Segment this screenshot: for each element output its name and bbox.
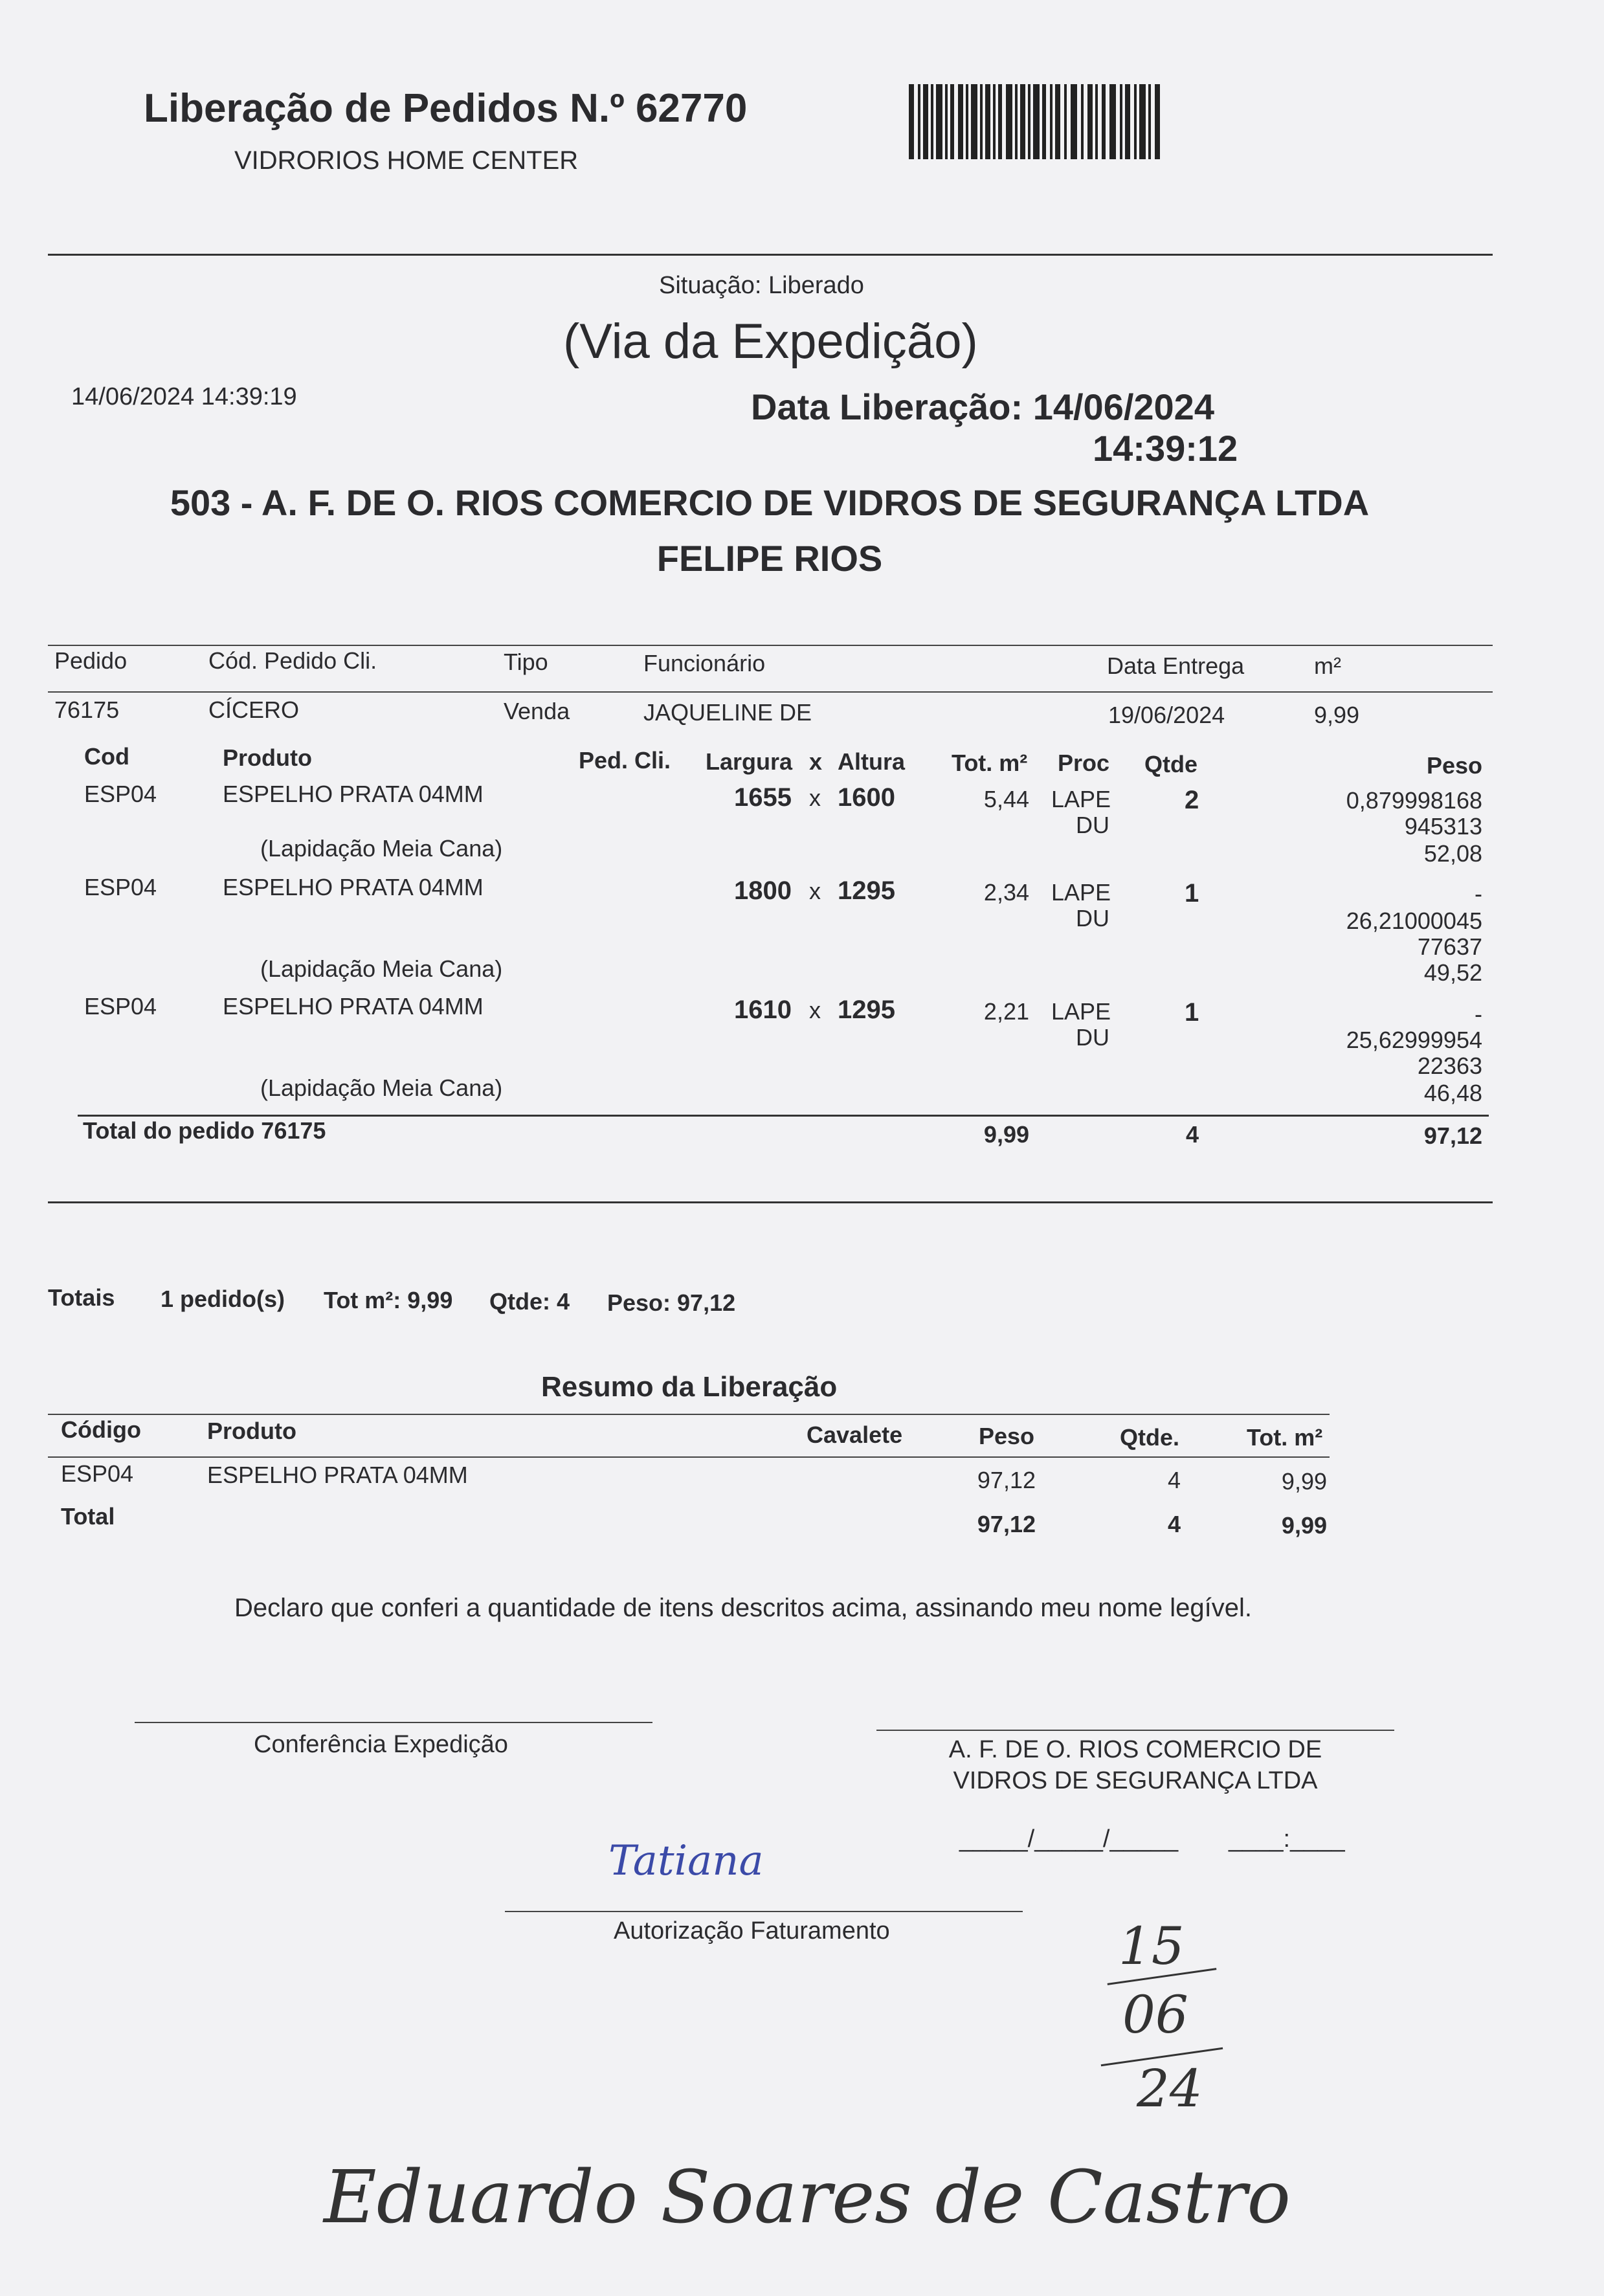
item-qtde: 1 <box>1185 998 1199 1027</box>
order-total-m2: 9,99 <box>983 1121 1029 1148</box>
items-col-ped-cli: Ped. Cli. <box>579 747 671 774</box>
item-x: x <box>809 878 821 904</box>
col-m2: m² <box>1314 652 1341 679</box>
divider <box>48 691 1493 693</box>
signature-line <box>876 1730 1394 1731</box>
item-qtde: 2 <box>1185 786 1199 814</box>
item-peso-3: 22363 <box>1417 1053 1482 1079</box>
item-tot-m2: 5,44 <box>983 786 1029 812</box>
items-col-x: x <box>809 748 823 775</box>
items-col-altura: Altura <box>838 748 906 775</box>
item-x: x <box>809 785 821 811</box>
client-name: FELIPE RIOS <box>656 538 883 579</box>
item-tot-m2: 2,34 <box>983 879 1029 906</box>
totals-qtde: Qtde: 4 <box>489 1288 570 1315</box>
order-funcionario: JAQUELINE DE <box>643 699 812 726</box>
order-m2: 9,99 <box>1314 702 1360 728</box>
totals-pedidos: 1 pedido(s) <box>161 1286 285 1312</box>
totals-peso: Peso: 97,12 <box>607 1289 736 1316</box>
items-col-peso: Peso <box>1426 752 1482 779</box>
release-time: 14:39:12 <box>1093 428 1238 469</box>
signature-line <box>135 1722 652 1723</box>
item-note: (Lapidação Meia Cana) <box>260 1075 503 1101</box>
summary-total-qtde: 4 <box>1168 1511 1181 1537</box>
handwritten-year: 24 <box>1137 2058 1203 2119</box>
item-peso-1: 0,879998168 <box>1346 787 1482 814</box>
divider <box>48 1456 1330 1458</box>
item-largura: 1800 <box>734 876 792 905</box>
item-cod: ESP04 <box>84 993 157 1020</box>
summary-total-tot-m2: 9,99 <box>1281 1512 1327 1539</box>
time-blank: ____:____ <box>1229 1825 1345 1853</box>
conference-label: Conferência Expedição <box>254 1731 508 1758</box>
item-peso-2: 945313 <box>1404 813 1482 840</box>
item-peso-1: - <box>1475 1001 1482 1027</box>
barcode <box>909 84 1161 159</box>
items-col-cod: Cod <box>84 743 129 770</box>
item-cod: ESP04 <box>84 781 157 807</box>
company-sign-line2: VIDROS DE SEGURANÇA LTDA <box>953 1767 1318 1794</box>
order-data-entrega: 19/06/2024 <box>1108 702 1225 728</box>
summary-row-qtde: 4 <box>1168 1467 1181 1493</box>
item-tot-m2: 2,21 <box>983 998 1029 1025</box>
item-peso-3: 77637 <box>1417 933 1482 960</box>
col-cod-pedido-cli: Cód. Pedido Cli. <box>208 647 377 674</box>
item-proc-cont: DU <box>1076 905 1109 931</box>
summary-total-peso: 97,12 <box>977 1511 1036 1537</box>
divider <box>48 1414 1330 1415</box>
document-title: Liberação de Pedidos N.º 62770 <box>144 86 748 131</box>
declaration-text: Declaro que conferi a quantidade de itens descritos acima, assinando meu nome legível. <box>234 1594 1253 1622</box>
item-cod: ESP04 <box>84 874 157 900</box>
company-name: VIDRORIOS HOME CENTER <box>234 146 579 175</box>
item-qtde: 1 <box>1185 879 1199 908</box>
summary-col-codigo: Código <box>61 1416 141 1443</box>
item-peso-2: 26,21000045 <box>1346 908 1482 934</box>
item-largura: 1655 <box>734 783 792 812</box>
col-tipo: Tipo <box>504 649 548 675</box>
item-proc: LAPE <box>1051 786 1111 812</box>
order-total-label: Total do pedido 76175 <box>83 1117 326 1144</box>
item-produto: ESPELHO PRATA 04MM <box>223 781 484 807</box>
order-total-qtde: 4 <box>1186 1121 1199 1148</box>
order-total-peso: 97,12 <box>1423 1122 1482 1149</box>
item-note: (Lapidação Meia Cana) <box>260 835 503 862</box>
release-date: Data Liberação: 14/06/2024 <box>751 386 1214 427</box>
items-col-qtde: Qtde <box>1144 751 1198 777</box>
summary-col-tot-m2: Tot. m² <box>1247 1424 1323 1451</box>
signature-line <box>505 1911 1023 1912</box>
items-col-largura: Largura <box>706 748 793 775</box>
item-peso-2: 25,62999954 <box>1346 1027 1482 1053</box>
item-altura: 1295 <box>838 876 895 905</box>
company-sign-line1: A. F. DE O. RIOS COMERCIO DE <box>948 1736 1322 1763</box>
order-cod-pedido-cli: CÍCERO <box>208 697 300 723</box>
order-pedido: 76175 <box>54 697 120 723</box>
item-proc: LAPE <box>1051 879 1111 906</box>
item-largura: 1610 <box>734 996 792 1024</box>
summary-row-peso: 97,12 <box>977 1467 1036 1493</box>
handwritten-name: Eduardo Soares de Castro <box>324 2156 1291 2240</box>
item-produto: ESPELHO PRATA 04MM <box>223 993 484 1020</box>
item-peso-3: 52,08 <box>1423 840 1482 867</box>
date-blank: _____/_____/_____ <box>959 1825 1179 1853</box>
item-peso-4: 49,52 <box>1423 959 1482 986</box>
item-note: (Lapidação Meia Cana) <box>260 955 503 982</box>
order-tipo: Venda <box>504 698 570 724</box>
divider <box>48 1201 1493 1203</box>
authorization-label: Autorização Faturamento <box>614 1917 890 1945</box>
signature-handwritten: Tatiana <box>608 1837 764 1885</box>
print-timestamp: 14/06/2024 14:39:19 <box>71 383 297 410</box>
item-altura: 1600 <box>838 783 895 812</box>
col-data-entrega: Data Entrega <box>1107 652 1245 679</box>
summary-row-tot-m2: 9,99 <box>1281 1468 1327 1495</box>
handwritten-day: 15 <box>1119 1916 1185 1976</box>
items-col-tot-m2: Tot. m² <box>952 750 1028 776</box>
totals-m2: Tot m²: 9,99 <box>324 1287 453 1313</box>
col-funcionario: Funcionário <box>643 650 766 676</box>
summary-total-label: Total <box>61 1503 115 1530</box>
item-produto: ESPELHO PRATA 04MM <box>223 874 484 900</box>
item-proc-cont: DU <box>1076 1024 1109 1051</box>
summary-col-qtde: Qtde. <box>1120 1424 1180 1451</box>
item-altura: 1295 <box>838 996 895 1024</box>
summary-title: Resumo da Liberação <box>541 1371 838 1403</box>
item-x: x <box>809 997 821 1023</box>
totals-label: Totais <box>48 1284 115 1311</box>
status-label: Situação: Liberado <box>659 272 864 299</box>
handwritten-month: 06 <box>1122 1985 1188 2045</box>
client-line: 503 - A. F. DE O. RIOS COMERCIO DE VIDROS DE SEGURANÇA LTDA <box>170 482 1370 523</box>
divider <box>48 645 1493 646</box>
summary-col-peso: Peso <box>979 1423 1035 1449</box>
summary-col-produto: Produto <box>207 1418 296 1444</box>
item-peso-4: 46,48 <box>1423 1080 1482 1106</box>
items-col-proc: Proc <box>1058 750 1110 776</box>
copy-type: (Via da Expedição) <box>563 314 978 369</box>
items-col-produto: Produto <box>223 744 312 771</box>
summary-col-cavalete: Cavalete <box>807 1421 903 1448</box>
item-proc: LAPE <box>1051 998 1111 1025</box>
divider <box>48 254 1493 256</box>
col-pedido: Pedido <box>54 647 128 674</box>
divider <box>78 1115 1489 1117</box>
item-proc-cont: DU <box>1076 812 1109 838</box>
summary-row-codigo: ESP04 <box>61 1460 134 1487</box>
item-peso-1: - <box>1475 880 1482 907</box>
summary-row-produto: ESPELHO PRATA 04MM <box>207 1462 468 1488</box>
